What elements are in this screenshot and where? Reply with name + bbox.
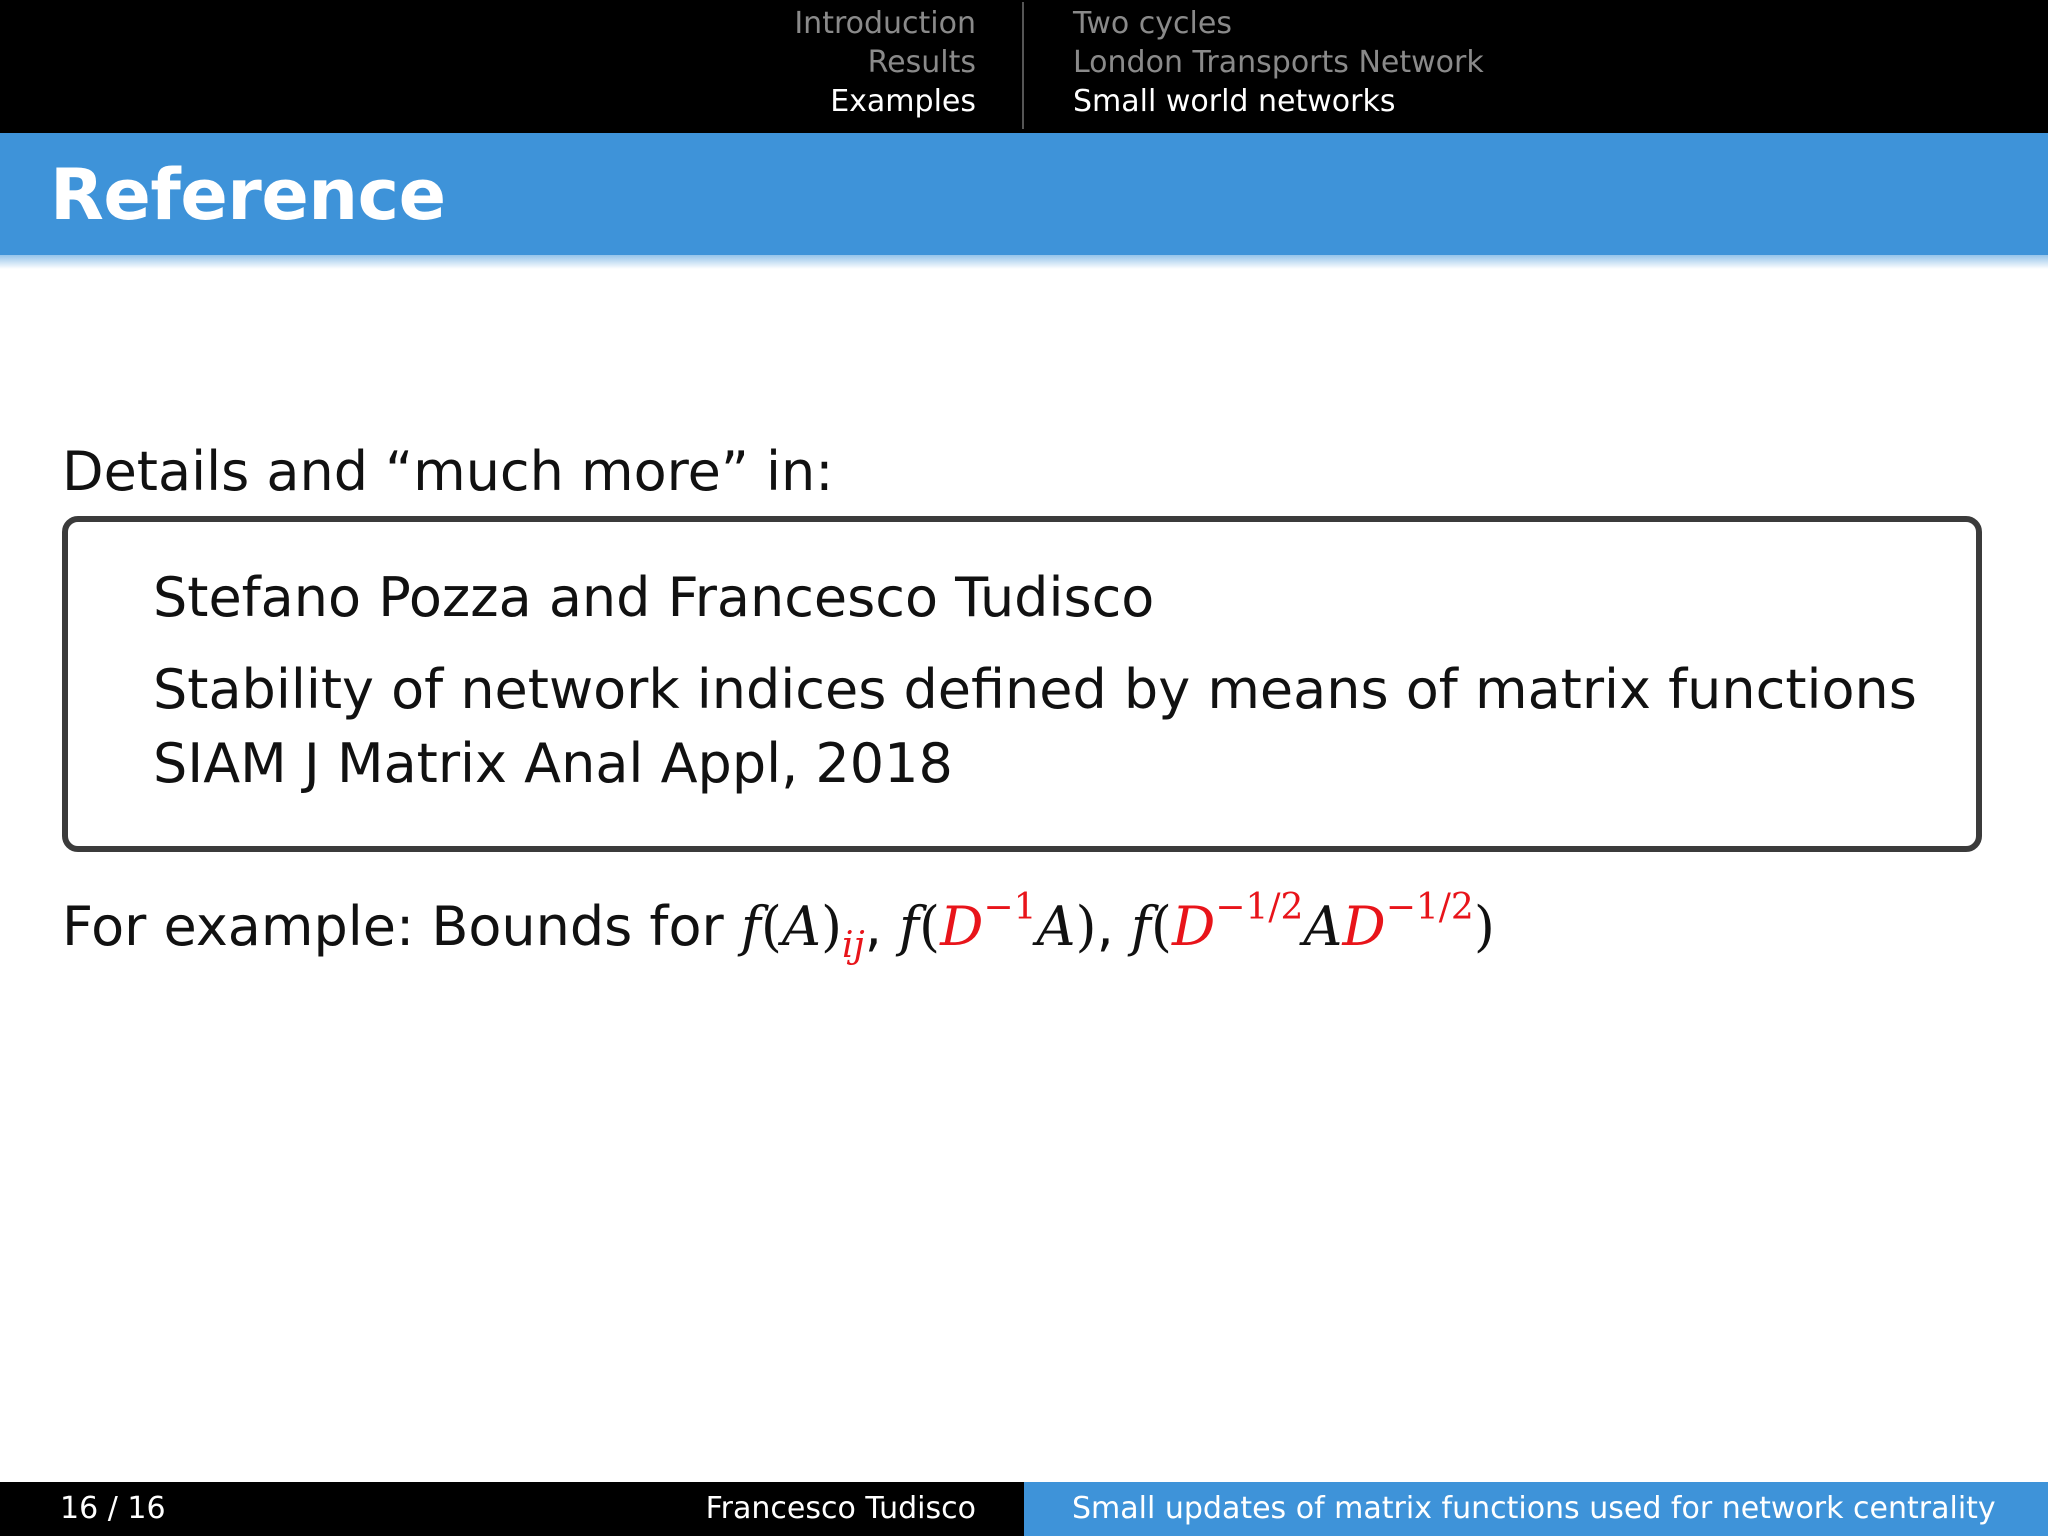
nav-subsection-two-cycles[interactable]: Two cycles [1073,6,1232,41]
nav-section-examples[interactable]: Examples [830,84,976,119]
superscript-minus-half-right: −1/2 [1385,887,1474,928]
superscript-minus-one: −1 [983,887,1037,928]
footer-talk-title: Small updates of matrix functions used for network centrality [1072,1491,1996,1526]
nav-subsections [1073,4,1484,121]
nav-section-introduction[interactable]: Introduction [794,6,976,41]
reference-journal: SIAM J Matrix Anal Appl, 2018 [153,732,953,795]
example-prefix: For example: Bounds for [62,895,741,958]
footer-author: Francesco Tudisco [705,1491,976,1526]
superscript-minus-half-left: −1/2 [1215,887,1304,928]
reference-title: Stability of network indices defined by means of matrix functions [153,658,1917,721]
nav-divider [1022,2,1024,129]
separator-comma-1: , [864,895,900,958]
formula-f-dhalf-a-dhalf: $f(D^{-1/2}AD^{-1/2})$ [1130,887,1495,958]
top-navigation-bar [0,0,2048,133]
formula-f-a-ij: $f(A)_{ij}$ [740,895,865,966]
example-line [62,887,1495,966]
nav-section-results[interactable]: Results [867,45,976,80]
nav-sections [0,4,976,121]
frame-title: Reference [50,154,446,236]
reference-box [62,516,1982,852]
frame-title-bar [0,133,2048,255]
formula-f-dinv-a: $f(D^{-1}A)$ [899,887,1097,958]
footer-bar [0,1482,2048,1536]
intro-text: Details and “much more” in: [62,440,834,503]
footer-left [0,1482,1024,1536]
frame-title-shadow [0,255,2048,269]
page-number: 16 / 16 [60,1491,166,1526]
nav-subsection-london-transports[interactable]: London Transports Network [1073,45,1484,80]
reference-authors: Stefano Pozza and Francesco Tudisco [153,566,1155,629]
footer-right [1024,1482,2048,1536]
separator-comma-2: , [1096,895,1131,958]
nav-subsection-small-world[interactable]: Small world networks [1073,84,1396,119]
subscript-ij: ij [842,925,865,966]
